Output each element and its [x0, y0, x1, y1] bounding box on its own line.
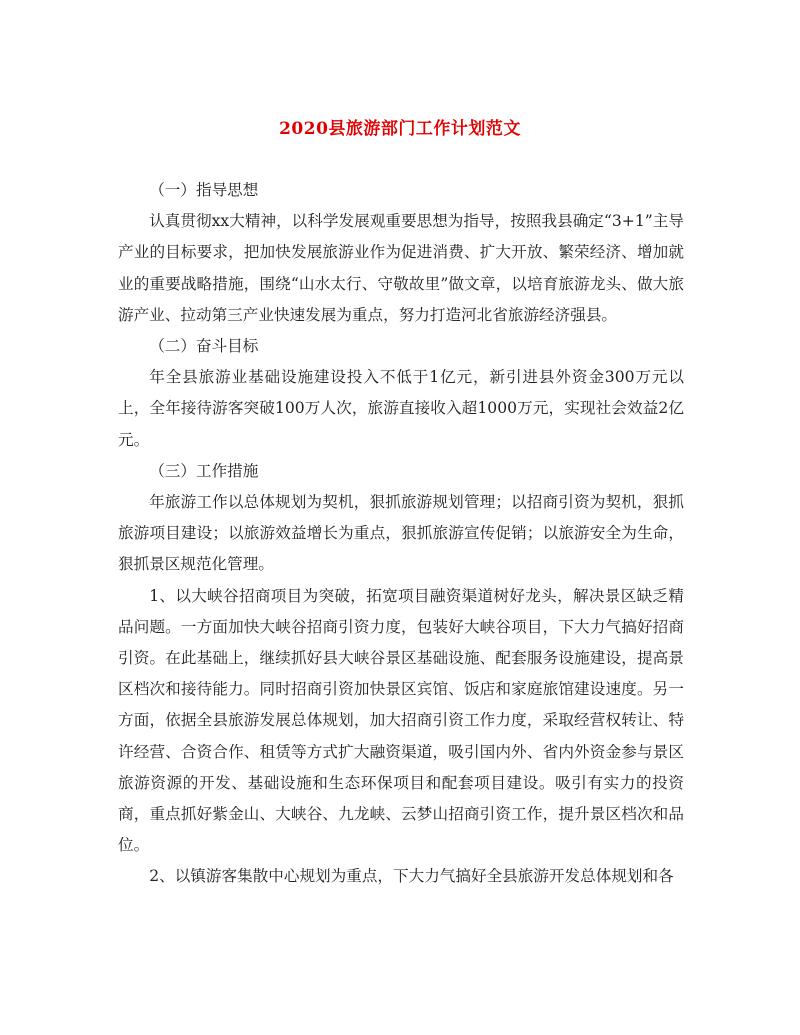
- paragraph-measures-intro: 年旅游工作以总体规划为契机，狠抓旅游规划管理；以招商引资为契机，狠抓旅游项目建设；以旅游效益增长为重点，狠抓旅游宣传促销；以旅游安全为生命，狠抓景区规范化管理。: [118, 493, 684, 574]
- section-heading-goals: （二）奋斗目标: [149, 337, 259, 356]
- document-title: 2020县旅游部门工作计划范文: [279, 119, 521, 139]
- paragraph-guiding-ideology: 认真贯彻xx大精神，以科学发展观重要思想为指导，按照我县确定“3+1”主导产业的目标要求，把加快发展旅游业作为促进消费、扩大开放、繁荣经济、增加就业的重要战略措施，围绕“山水太行、守敬故里”做文章，以培育旅游龙头、做大旅游产业、拉动第三产业快速发展为重点，努力打造河北省旅游经济强县。: [118, 212, 684, 324]
- paragraph-measure-1: 1、以大峡谷招商项目为突破，拓宽项目融资渠道树好龙头，解决景区缺乏精品问题。一方面加快大峡谷招商引资力度，包装好大峡谷项目，下大力气搞好招商引资。在此基础上，继续抓好县大峡谷景区基础设施、配套服务设施建设，提高景区档次和接待能力。同时招商引资加快景区宾馆、饭店和家庭旅馆建设速度。另一方面，依据全县旅游发展总体规划，加大招商引资工作力度，采取经营权转让、特许经营、合资合作、租赁等方式扩大融资渠道，吸引国内外、省内外资金参与景区旅游资源的开发、基础设施和生态环保项目和配套项目建设。吸引有实力的投资商，重点抓好紫金山、大峡谷、九龙峡、云梦山招商引资工作，提升景区档次和品位。: [118, 586, 684, 855]
- section-heading-measures: （三）工作措施: [149, 461, 259, 480]
- paragraph-measure-2: 2、以镇游客集散中心规划为重点，下大力气搞好全县旅游开发总体规划和各: [149, 867, 674, 886]
- document-body: [118, 175, 684, 893]
- section-heading-guiding-ideology: （一）指导思想: [149, 181, 259, 199]
- paragraph-goals: 年全县旅游业基础设施建设投入不低于1亿元，新引进县外资金300万元以上，全年接待游客突破100万人次，旅游直接收入超1000万元，实现社会效益2亿元。: [118, 368, 684, 449]
